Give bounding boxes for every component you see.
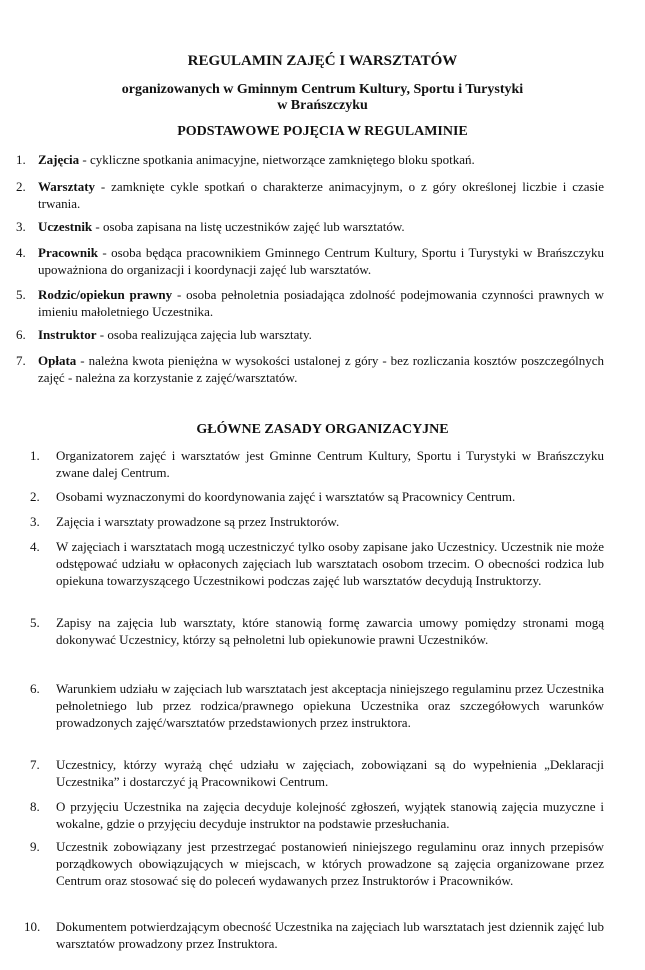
definition-number: 3. — [16, 219, 26, 234]
rule-number: 8. — [30, 799, 40, 814]
rule-number: 9. — [30, 839, 40, 854]
rule-number: 4. — [30, 539, 40, 554]
definition-text: - osoba pełnoletnia posiadająca zdolność podejmowania czynności prawnych w imieniu małoletniego Uczestnika. — [38, 287, 604, 319]
section-title-definitions: PODSTAWOWE POJĘCIA W REGULAMINIE — [177, 124, 468, 139]
rule-text: O przyjęciu Uczestnika na zajęcia decyduje kolejność zgłoszeń, wyjątek stanowią zajęcia muzyczne i wokalne, gdzie o przyjęciu decyduje instruktor na podstawie przesłuchania. — [56, 799, 604, 831]
definition-number: 7. — [16, 353, 26, 368]
rule-text: Zapisy na zajęcia lub warsztaty, które stanowią formę zawarcia umowy pomiędzy stronami mogą dokonywać Uczestnicy, którzy są pełnoletni lub opiekunowie prawni Uczestników. — [56, 615, 604, 647]
definition-term: Uczestnik — [38, 219, 93, 234]
document-title: REGULAMIN ZAJĘĆ I WARSZTATÓW — [187, 53, 458, 69]
definition-text: - zamknięte cykle spotkań o charakterze animacyjnym, o z góry określonej liczbie i czasie trwania. — [38, 179, 604, 211]
definition-item — [38, 178, 604, 212]
rule-text: Uczestnik zobowiązany jest przestrzegać postanowień niniejszego regulaminu oraz innych przepisów porządkowych obowiązujących w miejscach, w których prowadzone są zajęcia organizowane przez Centrum oraz stosować się do poleceń wydawanych przez Instruktorów i Pracowników. — [56, 839, 604, 888]
definition-text: - należna kwota pieniężna w wysokości ustalonej z góry - bez rozliczania kosztów poszczególnych zajęć - należna za korzystanie z zajęć/warsztatów. — [38, 353, 604, 385]
rule-text: Osobami wyznaczonymi do koordynowania zajęć i warsztatów są Pracownicy Centrum. — [56, 489, 516, 504]
definition-item — [38, 244, 604, 278]
document-subtitle-line2: w Brańszczyku — [277, 98, 368, 113]
definition-item — [38, 352, 604, 386]
rule-text: Warunkiem udziału w zajęciach lub warsztatach jest akceptacja niniejszego regulaminu przez Uczestnika pełnoletniego lub przez rodzica/prawnego opiekuna Uczestnika oraz szczegółowych warunków prowadzonych zajęć/warsztatów przedstawionych przez instruktora. — [56, 681, 604, 730]
document-subtitle-line1: organizowanych w Gminnym Centrum Kultury, Sportu i Turystyki — [121, 82, 524, 97]
definition-term: Opłata — [38, 353, 77, 368]
definition-number: 6. — [16, 327, 26, 342]
definition-term: Rodzic/opiekun prawny — [38, 287, 173, 302]
rule-text: Dokumentem potwierdzającym obecność Uczestnika na zajęciach lub warsztatach jest dziennik zajęć lub warsztatów prowadzony przez Instruktora. — [56, 919, 604, 951]
definition-text: - cykliczne spotkania animacyjne, nietworzące zamkniętego bloku spotkań. — [79, 152, 475, 167]
definition-item — [38, 286, 604, 320]
definition-term: Pracownik — [38, 245, 98, 260]
definition-number: 4. — [16, 245, 26, 260]
definition-item — [38, 326, 604, 343]
rule-number: 1. — [30, 448, 40, 463]
rule-number: 3. — [30, 514, 40, 529]
rule-text: Organizatorem zajęć i warsztatów jest Gminne Centrum Kultury, Sportu i Turystyki w Brańszczyku zwane dalej Centrum. — [56, 448, 604, 480]
definition-number: 5. — [16, 287, 26, 302]
definition-term: Warsztaty — [38, 179, 96, 194]
rule-text: Zajęcia i warsztaty prowadzone są przez Instruktorów. — [56, 514, 340, 529]
definition-term: Zajęcia — [38, 152, 80, 167]
definition-item — [38, 218, 604, 235]
definition-item — [38, 151, 604, 168]
section-title-rules: GŁÓWNE ZASADY ORGANIZACYJNE — [196, 422, 449, 437]
definition-term: Instruktor — [38, 327, 97, 342]
rule-text: W zajęciach i warsztatach mogą uczestniczyć tylko osoby zapisane jako Uczestnicy. Uczestnik nie może odstępować udziału w opłaconych zajęciach lub warsztatach osobom trzecim. O obecności rodzica lub opiekuna towarzyszącego Uczestnikowi podczas zajęć lub warsztatów decydują Instruktorzy. — [56, 539, 604, 588]
definition-text: - osoba będąca pracownikiem Gminnego Centrum Kultury, Sportu i Turystyki w Brańszczyku upoważniona do organizacji i koordynacji zajęć lub warsztatów. — [38, 245, 604, 277]
rule-number: 2. — [30, 489, 40, 504]
rule-text: Uczestnicy, którzy wyrażą chęć udziału w zajęciach, zobowiązani są do wypełnienia „Deklaracji Uczestnika” i dostarczyć ją Pracownikowi Centrum. — [56, 757, 604, 789]
rule-number: 5. — [30, 615, 40, 630]
rule-number: 10. — [24, 919, 41, 934]
rule-number: 7. — [30, 757, 40, 772]
definition-number: 2. — [16, 179, 26, 194]
definition-number: 1. — [16, 152, 26, 167]
definition-text: - osoba realizująca zajęcia lub warsztaty. — [96, 327, 312, 342]
definition-text: - osoba zapisana na listę uczestników zajęć lub warsztatów. — [92, 219, 405, 234]
rule-number: 6. — [30, 681, 40, 696]
